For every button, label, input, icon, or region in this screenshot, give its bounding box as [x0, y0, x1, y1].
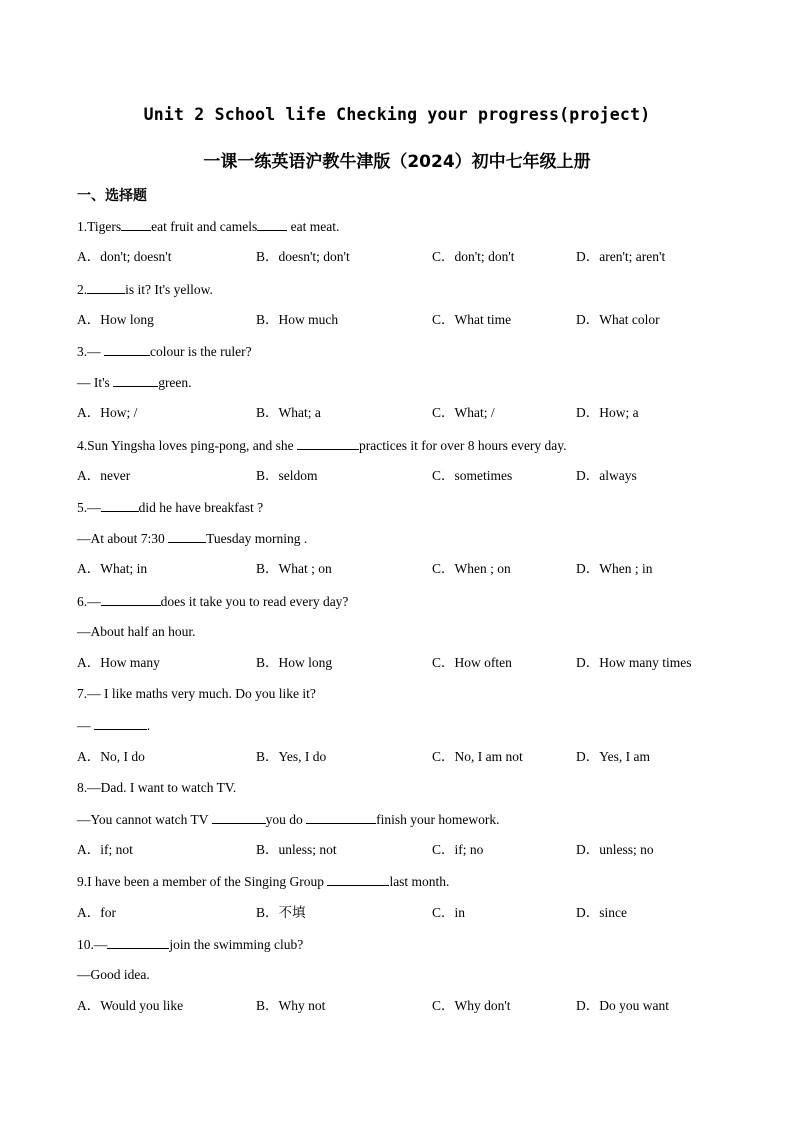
question-text: eat meat.: [290, 219, 340, 234]
question-3-stem-reply: [77, 373, 192, 392]
question-5-option-b: B．What ; on: [256, 561, 332, 576]
question-9-option-b: B．不填: [256, 905, 306, 920]
answer-blank: [94, 716, 147, 730]
document-title-chinese: 一课一练英语沪教牛津版（2024）初中七年级上册: [203, 152, 591, 172]
question-2-option-c: C．What time: [432, 312, 512, 327]
question-5-stem: [77, 498, 263, 517]
answer-blank: [306, 810, 376, 824]
question-3-option-d: D．How; a: [576, 405, 639, 420]
question-6-option-b: B．How long: [256, 655, 333, 670]
question-text: .: [146, 718, 151, 733]
answer-blank: [104, 342, 150, 356]
question-10-option-a: A．Would you like: [77, 998, 184, 1013]
question-1-option-d: D．aren't; aren't: [576, 249, 666, 264]
question-text: green.: [158, 375, 192, 390]
question-5-option-a: A．What; in: [77, 561, 148, 576]
answer-blank: [257, 217, 287, 231]
question-1-option-b: B．doesn't; don't: [256, 249, 350, 264]
question-text: —: [77, 718, 91, 733]
question-10-stem: [77, 935, 303, 954]
question-9-option-d: D．since: [576, 905, 627, 920]
question-text: 3.—: [77, 344, 101, 359]
question-2-stem: [77, 280, 213, 299]
question-text: 2.: [77, 282, 88, 297]
question-7-stem: [77, 685, 316, 703]
question-8-option-a: A．if; not: [77, 842, 133, 857]
answer-blank: [121, 217, 151, 231]
question-text: practices it for over 8 hours every day.: [359, 438, 567, 453]
question-8-stem-reply: [77, 810, 499, 829]
answer-blank: [113, 373, 158, 387]
answer-blank: [212, 810, 266, 824]
question-text: — It's: [77, 375, 110, 390]
question-10-option-c: C．Why don't: [432, 998, 511, 1013]
question-text: —Good idea.: [77, 967, 150, 982]
question-8-stem: [77, 779, 236, 797]
question-7-option-c: C．No, I am not: [432, 749, 523, 764]
question-text: —At about 7:30: [77, 531, 165, 546]
question-5-option-d: D．When ; in: [576, 561, 653, 576]
question-10-stem-reply: [77, 966, 150, 984]
question-6-option-a: A．How many: [77, 655, 160, 670]
question-text: Tuesday morning .: [206, 531, 308, 546]
question-text: 8.—Dad. I want to watch TV.: [77, 780, 237, 795]
question-3-stem: [77, 342, 252, 361]
question-2-option-d: D．What color: [576, 312, 660, 327]
question-4-option-a: A．never: [77, 468, 131, 483]
question-text: eat fruit and camels: [151, 219, 258, 234]
question-6-stem: [77, 592, 348, 611]
question-text: 4.Sun Yingsha loves ping-pong, and she: [77, 438, 294, 453]
question-text: —You cannot watch TV: [77, 812, 209, 827]
answer-blank: [87, 280, 125, 294]
question-6-option-c: C．How often: [432, 655, 512, 670]
question-8-option-c: C．if; no: [432, 842, 484, 857]
question-4-option-b: B．seldom: [256, 468, 318, 483]
question-text: is it? It's yellow.: [125, 282, 213, 297]
question-3-option-c: C．What; /: [432, 405, 495, 420]
answer-blank: [168, 529, 206, 543]
question-2-option-b: B．How much: [256, 312, 339, 327]
question-text: 5.—: [77, 500, 101, 515]
document-title-english: Unit 2 School life Checking your progress(project): [143, 105, 651, 124]
question-text: you do: [265, 812, 303, 827]
question-7-option-b: B．Yes, I do: [256, 749, 327, 764]
question-9-stem: [77, 872, 449, 891]
question-10-option-b: B．Why not: [256, 998, 326, 1013]
question-1-stem: [77, 217, 339, 236]
question-4-stem: [77, 436, 567, 455]
question-1-option-c: C．don't; don't: [432, 249, 515, 264]
answer-blank: [327, 872, 389, 886]
question-5-option-c: C．When ; on: [432, 561, 511, 576]
question-text: 1.Tigers: [77, 219, 122, 234]
answer-blank: [297, 436, 359, 450]
question-4-option-d: D．always: [576, 468, 637, 483]
question-text: does it take you to read every day?: [160, 594, 349, 609]
answer-blank: [101, 498, 139, 512]
question-9-option-a: A．for: [77, 905, 116, 920]
question-5-stem-reply: [77, 529, 307, 548]
question-text: 10.—: [77, 937, 108, 952]
answer-blank: [107, 935, 169, 949]
question-8-option-d: D．unless; no: [576, 842, 654, 857]
question-text: 9.I have been a member of the Singing Group: [77, 874, 325, 889]
question-3-option-a: A．How; /: [77, 405, 138, 420]
question-9-option-c: C．in: [432, 905, 466, 920]
question-text: 7.— I like maths very much. Do you like it?: [77, 686, 316, 701]
question-1-option-a: A．don't; doesn't: [77, 249, 172, 264]
question-10-option-d: D．Do you want: [576, 998, 669, 1013]
question-text: last month.: [389, 874, 450, 889]
section-heading: 一、选择题: [77, 188, 147, 204]
answer-blank: [101, 592, 161, 606]
question-6-option-d: D．How many times: [576, 655, 692, 670]
question-text: —About half an hour.: [77, 624, 196, 639]
question-text: join the swimming club?: [169, 937, 304, 952]
question-7-option-d: D．Yes, I am: [576, 749, 651, 764]
question-text: 6.—: [77, 594, 101, 609]
question-7-option-a: A．No, I do: [77, 749, 145, 764]
question-text: did he have breakfast ?: [138, 500, 264, 515]
question-8-option-b: B．unless; not: [256, 842, 337, 857]
question-2-option-a: A．How long: [77, 312, 154, 327]
question-text: finish your homework.: [376, 812, 500, 827]
question-7-stem-reply: [77, 716, 150, 735]
question-text: colour is the ruler?: [150, 344, 252, 359]
question-6-stem-reply: [77, 623, 195, 641]
question-3-option-b: B．What; a: [256, 405, 321, 420]
question-4-option-c: C．sometimes: [432, 468, 513, 483]
